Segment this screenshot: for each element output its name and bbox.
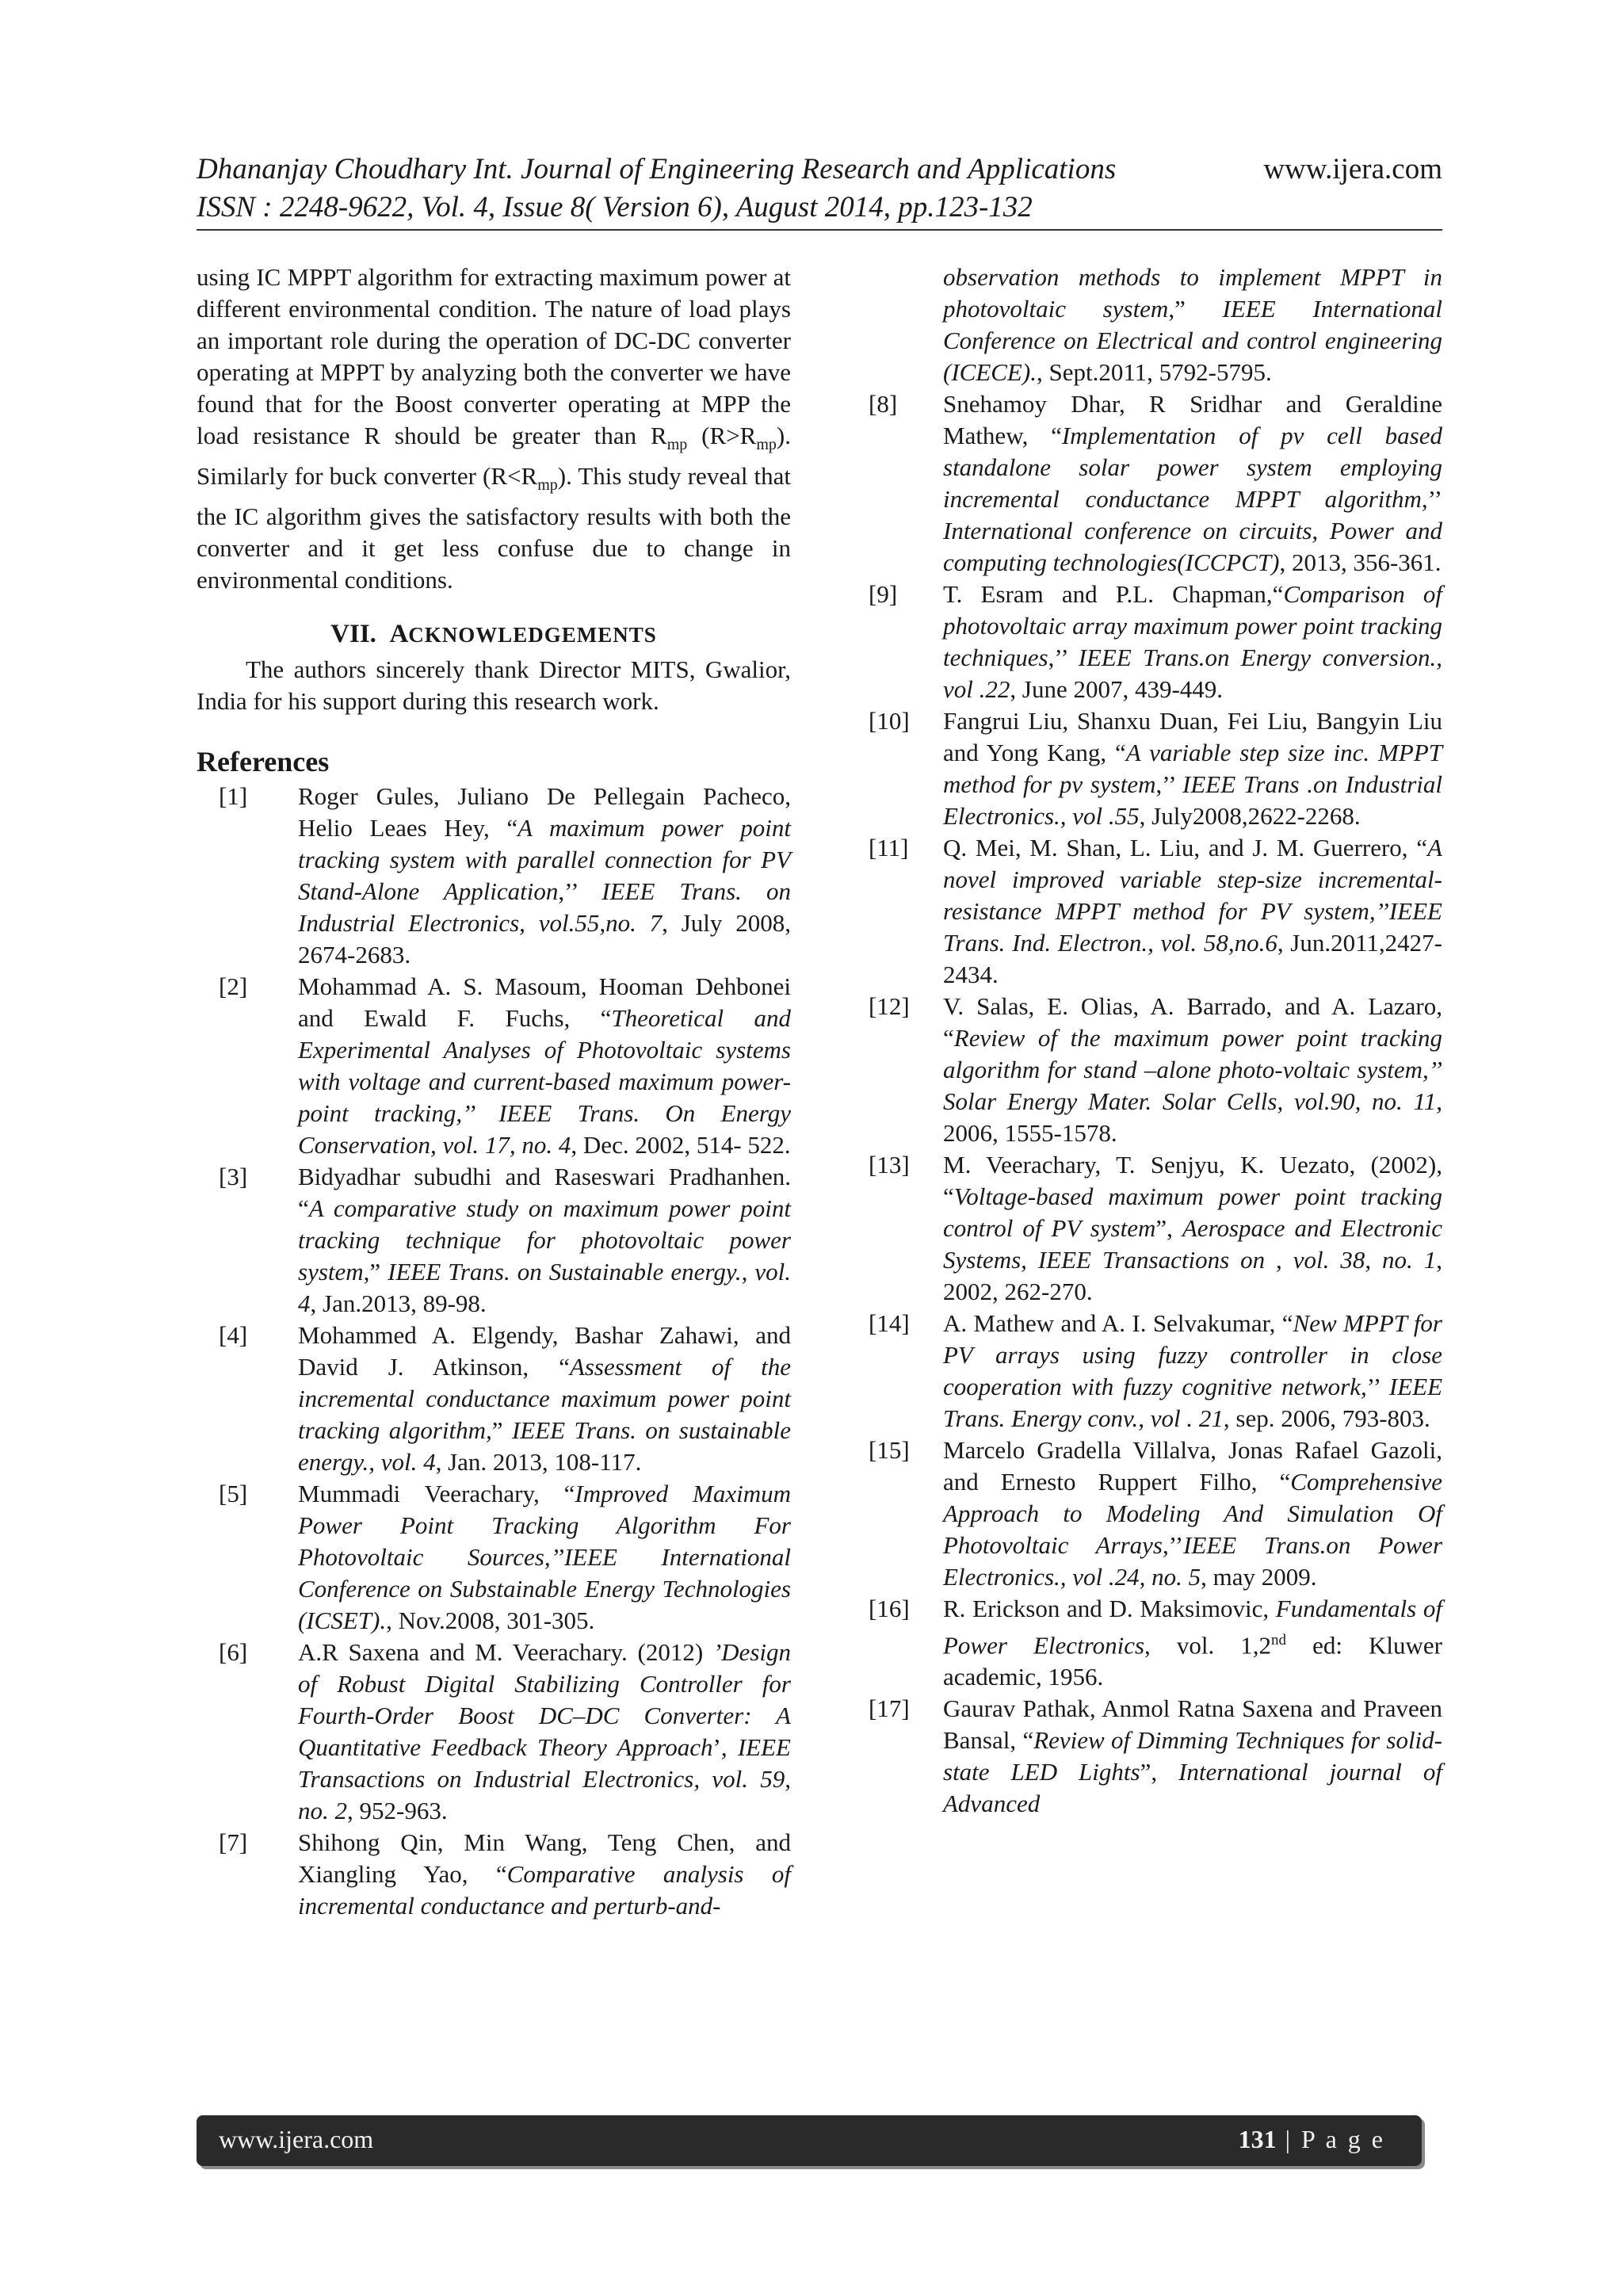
footer-url[interactable]: www.ijera.com [219, 2125, 374, 2153]
left-column [197, 262, 791, 1922]
running-header [197, 151, 1442, 227]
reference-item: [8] Snehamoy Dhar, R Sridhar and Geraldine Mathew, “Implementation of pv cell based standalone solar power system employing incremental conductance MPPT algorithm,’’ International conference on circuits, Power and computing technologies(ICCPCT), 2013, 356-361. [869, 390, 1442, 576]
reference-item: [2] Mohammad A. S. Masoum, Hooman Dehbonei and Ewald F. Fuchs, “Theoretical and Experimental Analyses of Photovoltaic systems with voltage and current-based maximum power-point tracking,’’ IEEE Trans. On Energy Conservation, vol. 17, no. 4, Dec. 2002, 514- 522. [219, 972, 791, 1159]
reference-item: [11] Q. Mei, M. Shan, L. Liu, and J. M. Guerrero, “A novel improved variable step-size incremental-resistance MPPT method for PV system,’’IEEE Trans. Ind. Electron., vol. 58,no.6, Jun.2011,2427-2434. [869, 834, 1442, 988]
page-footer [197, 2115, 1422, 2166]
reference-item: [14] A. Mathew and A. I. Selvakumar, “New MPPT for PV arrays using fuzzy controller in close cooperation with fuzzy cognitive network,’’ IEEE Trans. Energy conv., vol . 21, sep. 2006, 793-803. [869, 1309, 1443, 1432]
references-list-right [869, 388, 1442, 1820]
journal-url[interactable]: www.ijera.com [1263, 153, 1442, 185]
reference-item: [7] Shihong Qin, Min Wang, Teng Chen, and Xiangling Yao, “Comparative analysis of incremental conductance and perturb-and- [219, 1828, 791, 1920]
references-list-left [197, 781, 791, 1922]
journal-line: Dhananjay Choudhary Int. Journal of Engineering Research and Applications [197, 153, 1117, 185]
reference-item: [16] R. Erickson and D. Maksimovic, Fundamentals of Power Electronics, vol. 1,2nd ed: Kluwer academic, 1956. [869, 1595, 1442, 1691]
acknowledgements-text: The authors sincerely thank Director MITS, Gwalior, India for his support during this research work. [197, 655, 791, 716]
header-rule [197, 229, 1442, 231]
reference-item: [4] Mohammed A. Elgendy, Bashar Zahawi, and David J. Atkinson, “Assessment of the incremental conductance maximum power point tracking algorithm,” IEEE Trans. on sustainable energy., vol. 4, Jan. 2013, 108-117. [219, 1321, 791, 1477]
reference-item: [3] Bidyadhar subudhi and Raseswari Pradhanhen. “A comparative study on maximum power point tracking technique for photovoltaic power system,” IEEE Trans. on Sustainable energy., vol. 4, Jan.2013, 89-98. [219, 1163, 791, 1318]
page-number: 131 | P a g e [1238, 2125, 1385, 2153]
reference-item: [10] Fangrui Liu, Shanxu Duan, Fei Liu, Bangyin Liu and Yong Kang, “A variable step size inc. MPPT method for pv system,’’ IEEE Trans .on Industrial Electronics., vol .55, July2008,2622-2268. [869, 707, 1442, 830]
acknowledgements-heading: VII. ACKNOWLEDGEMENTS [330, 620, 657, 649]
reference-7-continued: observation methods to implement MPPT in photovoltaic system,” IEEE International Conference on Electrical and control engineering (ICECE)., Sept.2011, 5792-5795. [943, 263, 1442, 386]
reference-item: [1] Roger Gules, Juliano De Pellegain Pacheco, Helio Leaes Hey, “A maximum power point tracking system with parallel connection for PV Stand-Alone Application,’’ IEEE Trans. on Industrial Electronics, vol.55,no. 7, July 2008, 2674-2683. [219, 782, 791, 969]
reference-item: [17] Gaurav Pathak, Anmol Ratna Saxena and Praveen Bansal, “Review of Dimming Techniques for solid-state LED Lights”, International journal of Advanced [869, 1694, 1442, 1818]
reference-item: [6] A.R Saxena and M. Veerachary. (2012) ’Design of Robust Digital Stabilizing Controller for Fourth-Order Boost DC–DC Converter: A Quantitative Feedback Theory Approach’, IEEE Transactions on Industrial Electronics, vol. 59, no. 2, 952-963. [219, 1638, 791, 1825]
conclusion-paragraph: using IC MPPT algorithm for extracting maximum power at different environmental condition. The nature of load plays an important role during the operation of DC-DC converter operating at MPPT by analyzing both the converter we have found that for the Boost converter operating at MPP the load resistance R should be greater than $R_{mp}$ $(R>R_{mp})$. Similarly for buck converter $(R<R_{mp})$. This study reveal that the IC algorithm gives the satisfactory results with both the converter and it get less confuse due to change in environmental conditions. [197, 263, 791, 594]
reference-item: [9] T. Esram and P.L. Chapman,“Comparison of photovoltaic array maximum power point tracking techniques,’’ IEEE Trans.on Energy conversion., vol .22, June 2007, 439-449. [869, 580, 1442, 703]
issn-line: ISSN : 2248-9622, Vol. 4, Issue 8( Version 6), August 2014, pp.123-132 [197, 191, 1033, 223]
reference-item: [12] V. Salas, E. Olias, A. Barrado, and A. Lazaro, “Review of the maximum power point tracking algorithm for stand –alone photo-voltaic system,’’ Solar Energy Mater. Solar Cells, vol.90, no. 11, 2006, 1555-1578. [869, 992, 1442, 1147]
reference-item: [15] Marcelo Gradella Villalva, Jonas Rafael Gazoli, and Ernesto Ruppert Filho, “Comprehensive Approach to Modeling And Simulation Of Photovoltaic Arrays,’’IEEE Trans.on Power Electronics., vol .24, no. 5, may 2009. [869, 1436, 1443, 1591]
reference-item: [13] M. Veerachary, T. Senjyu, K. Uezato, (2002), “Voltage-based maximum power point tracking control of PV system”, Aerospace and Electronic Systems, IEEE Transactions on , vol. 38, no. 1, 2002, 262-270. [869, 1151, 1442, 1305]
right-column [869, 262, 1442, 1820]
references-heading: References [197, 746, 330, 778]
reference-item: [5] Mummadi Veerachary, “Improved Maximum Power Point Tracking Algorithm For Photovoltaic Sources,’’IEEE International Conference on Substainable Energy Technologies (ICSET)., Nov.2008, 301-305. [219, 1480, 791, 1635]
